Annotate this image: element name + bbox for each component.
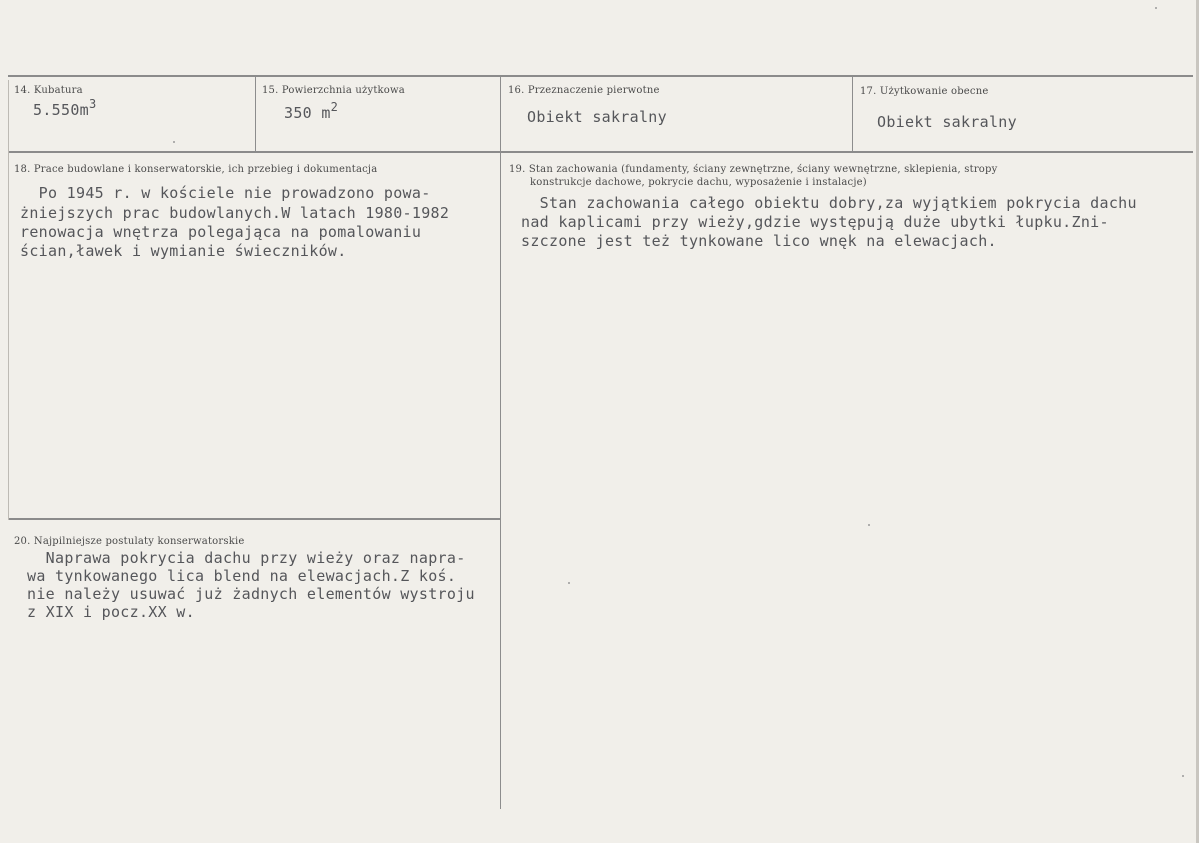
field-17-value: Obiekt sakralny <box>877 113 1017 131</box>
field-20-line: nie należy usuwać już żadnych elementów wystroju <box>27 585 475 603</box>
field-19-label-line-1: 19. Stan zachowania (fundamenty, ściany zewnętrzne, ściany wewnętrzne, sklepienia, stropy <box>509 164 998 175</box>
field-18-line: ścian,ławek i wymianie świeczników. <box>20 242 347 260</box>
field-19-line: Stan zachowania całego obiektu dobry,za wyjątkiem pokrycia dachu <box>521 194 1137 212</box>
field-15-label: 15. Powierzchnia użytkowa <box>262 85 405 96</box>
field-18-line: renowacja wnętrza polegająca na pomalowaniu <box>20 223 422 241</box>
field-14-value <box>33 97 97 120</box>
field-20-line: z XIX i pocz.XX w. <box>27 603 195 621</box>
section-divider <box>8 518 500 520</box>
field-16-label: 16. Przeznaczenie pierwotne <box>508 85 660 96</box>
paper-speck <box>1182 775 1184 777</box>
column-divider-3 <box>852 77 853 151</box>
field-17-label: 17. Użytkowanie obecne <box>860 86 989 97</box>
field-20-label: 20. Najpilniejsze postulaty konserwatorskie <box>14 536 245 547</box>
field-19-line: nad kaplicami przy wieży,gdzie występują duże ubytki łupku.Zni- <box>521 213 1109 231</box>
field-18-label: 18. Prace budowlane i konserwatorskie, ich przebieg i dokumentacja <box>14 164 378 175</box>
field-20-line: Naprawa pokrycia dachu przy wieży oraz napra- <box>27 549 466 567</box>
paper-speck <box>868 524 870 526</box>
field-20-line: wa tynkowanego lica blend na elewacjach.Z koś. <box>27 567 457 585</box>
field-14-label: 14. Kubatura <box>14 85 83 96</box>
paper-speck <box>173 141 175 143</box>
paper-speck <box>568 582 570 584</box>
field-19-line: szczone jest też tynkowane lico wnęk na elewacjach. <box>521 232 997 250</box>
column-divider-2 <box>500 77 501 809</box>
field-14-number: 5.550m <box>33 101 89 119</box>
top-rule <box>8 75 1193 77</box>
field-16-value: Obiekt sakralny <box>527 108 667 126</box>
field-18-line: Po 1945 r. w kościele nie prowadzono powa- <box>20 184 431 202</box>
field-18-line: żniejszych prac budowlanych.W latach 1980-1982 <box>20 204 450 222</box>
field-14-exponent: 3 <box>89 97 97 111</box>
row-divider <box>8 151 1193 153</box>
field-15-value <box>284 100 339 123</box>
column-divider-1 <box>255 77 256 151</box>
field-15-number: 350 m <box>284 104 331 122</box>
field-19-label-line-2: konstrukcje dachowe, pokrycie dachu, wyposażenie i instalacje) <box>530 177 867 188</box>
field-15-exponent: 2 <box>330 100 339 114</box>
paper-speck <box>1155 7 1157 9</box>
left-margin-line <box>8 80 9 520</box>
